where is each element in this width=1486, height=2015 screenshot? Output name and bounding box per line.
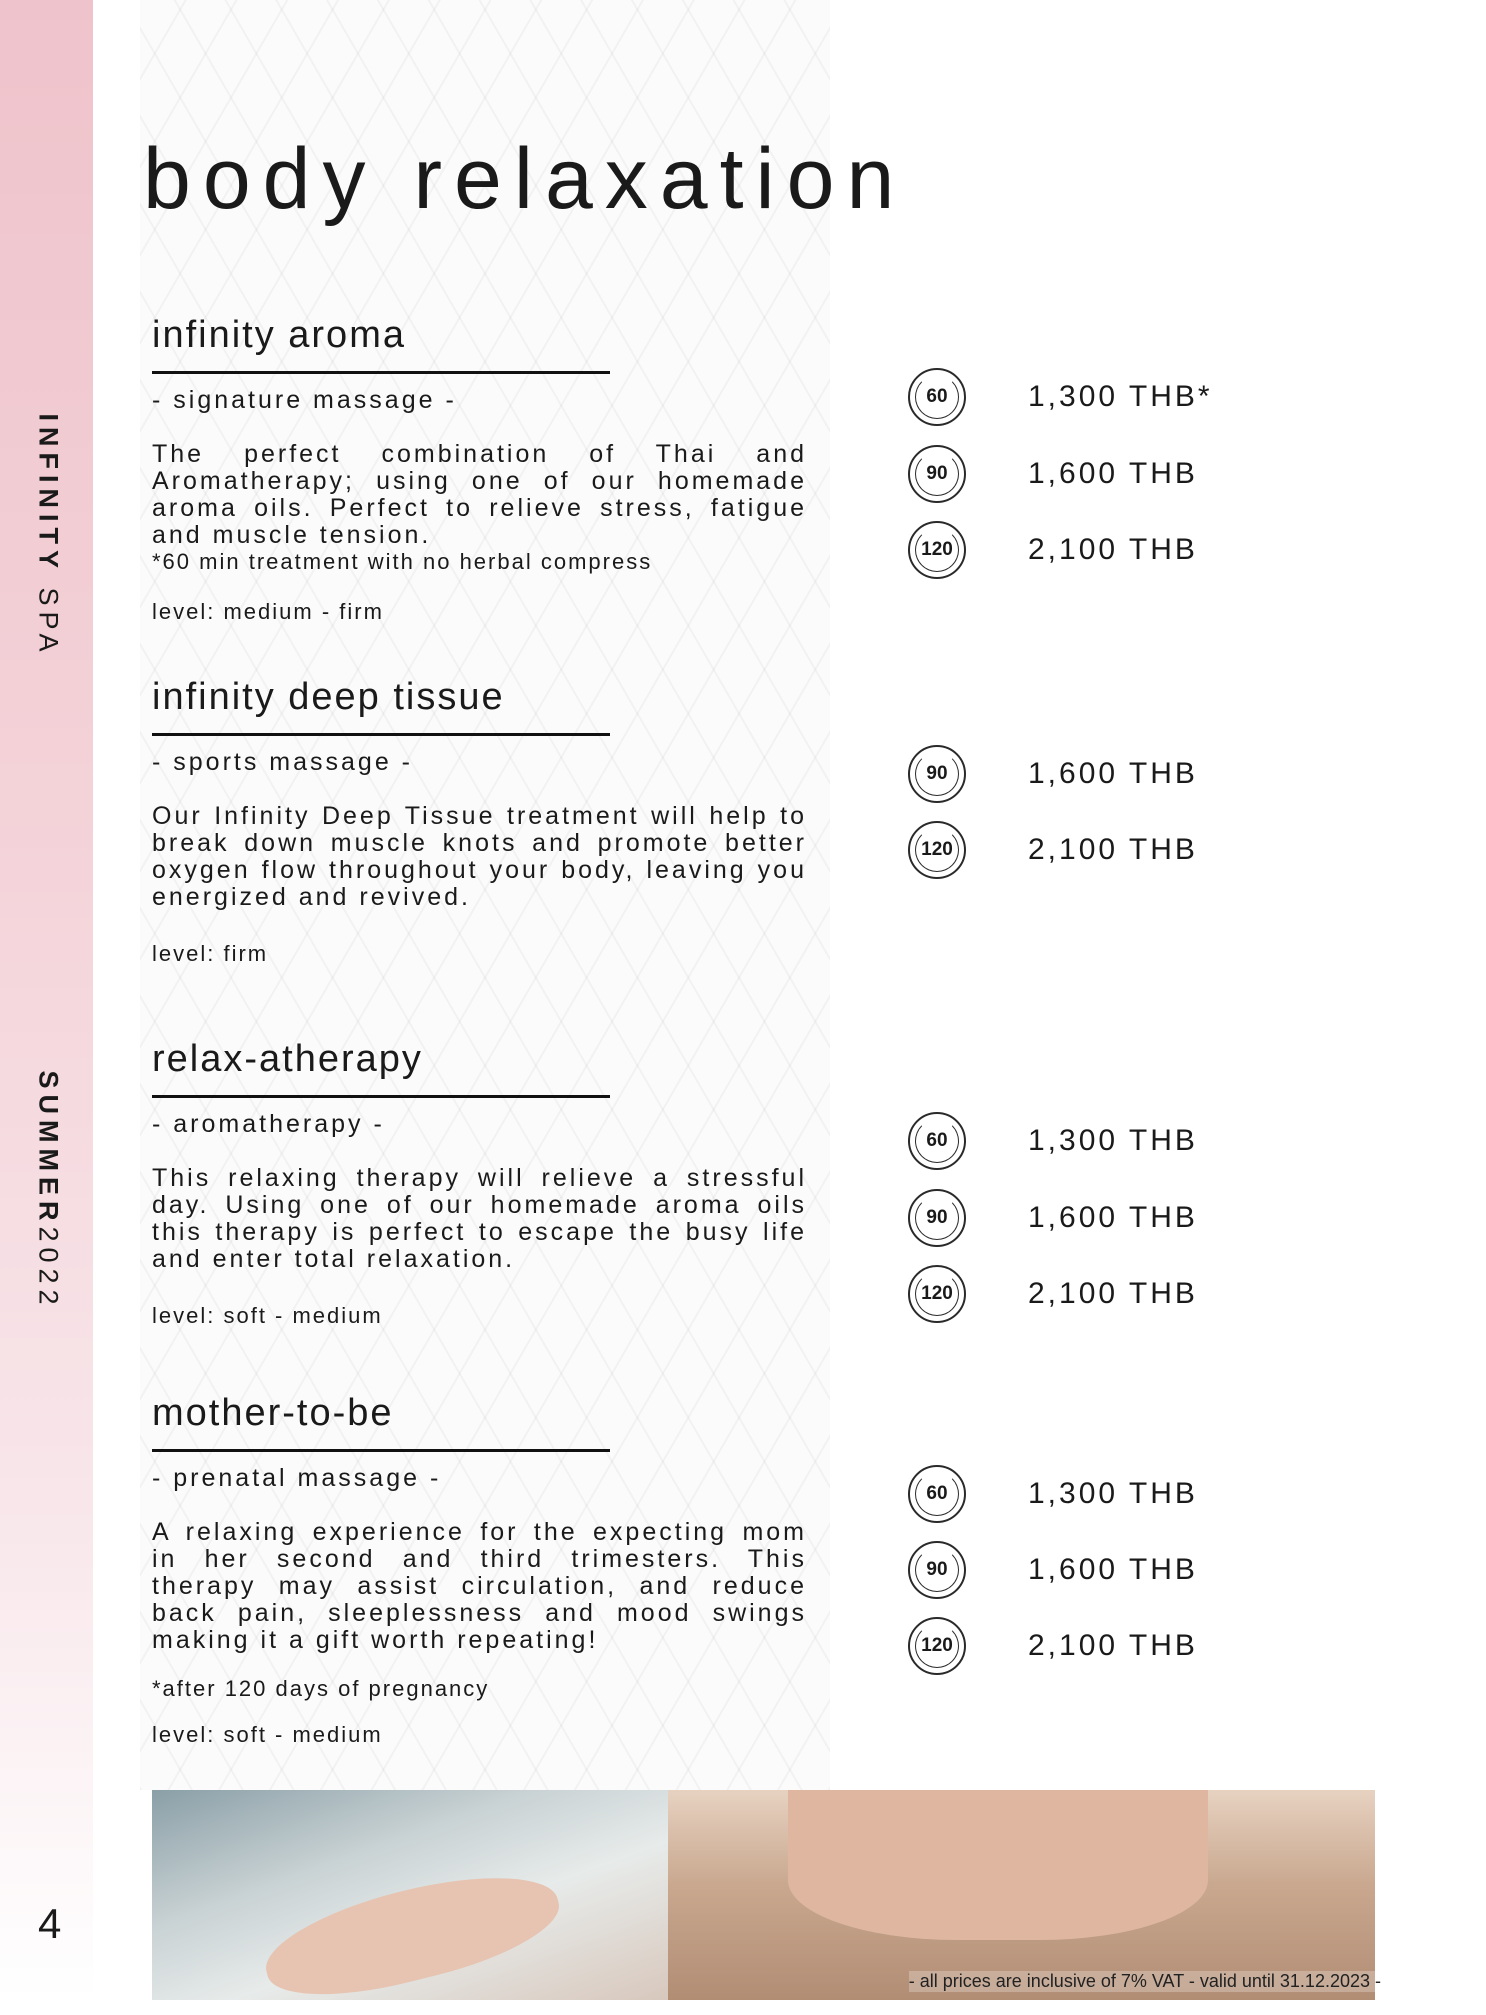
service-subtitle: - sports massage - <box>152 748 414 776</box>
photo-oil-hand <box>152 1790 668 2000</box>
stopwatch-icon: 60 <box>908 368 966 426</box>
service-level: level: medium - firm <box>152 599 384 624</box>
service-infinity-aroma <box>152 314 807 625</box>
service-description: This relaxing therapy will relieve a stressful day. Using one of our homemade aroma oils this therapy is perfect to escape the busy life and enter total relaxation. <box>152 1164 807 1273</box>
price-row <box>908 818 1198 882</box>
page-number: 4 <box>38 1900 62 1947</box>
service-mother-to-be <box>152 1392 807 1748</box>
divider <box>152 1095 610 1098</box>
stopwatch-icon: 120 <box>908 521 966 579</box>
price-value: 2,100 THB <box>1028 1277 1198 1310</box>
hand-illustration <box>256 1855 569 2015</box>
service-title: infinity deep tissue <box>152 676 505 718</box>
stopwatch-icon: 90 <box>908 445 966 503</box>
price-row <box>908 1538 1198 1602</box>
stopwatch-icon: 60 <box>908 1465 966 1523</box>
price-value: 1,600 THB <box>1028 1201 1198 1234</box>
price-row <box>908 1614 1198 1678</box>
stopwatch-icon: 90 <box>908 745 966 803</box>
divider <box>152 371 610 374</box>
service-subtitle: - prenatal massage - <box>152 1464 442 1492</box>
service-subtitle: - signature massage - <box>152 386 457 414</box>
divider <box>152 733 610 736</box>
brand-vertical-label: INFINITY SPA <box>33 413 64 658</box>
service-title: infinity aroma <box>152 314 406 356</box>
price-value: 1,600 THB <box>1028 457 1198 490</box>
service-description: Our Infinity Deep Tissue treatment will help to break down muscle knots and promote better oxygen flow throughout your body, leaving you energized and revived. <box>152 802 807 911</box>
price-row <box>908 1462 1198 1526</box>
page-title: body relaxation <box>143 131 907 227</box>
service-subtitle: - aromatherapy - <box>152 1110 385 1138</box>
price-value: 2,100 THB <box>1028 833 1198 866</box>
vat-footnote: - all prices are inclusive of 7% VAT - valid until 31.12.2023 - <box>908 1971 1381 1991</box>
sidebar <box>0 0 93 2000</box>
hands-illustration <box>788 1790 1208 1940</box>
stopwatch-icon: 90 <box>908 1541 966 1599</box>
stopwatch-icon: 120 <box>908 1265 966 1323</box>
service-description: The perfect combination of Thai and Aromatherapy; using one of our homemade aroma oils. Perfect to relieve stress, fatigue and muscle tension. <box>152 440 807 549</box>
price-row <box>908 742 1198 806</box>
price-row <box>908 1262 1198 1326</box>
service-level: level: soft - medium <box>152 1303 383 1328</box>
service-level: level: soft - medium <box>152 1722 383 1747</box>
service-relax-atherapy <box>152 1038 807 1329</box>
price-row <box>908 518 1198 582</box>
price-row <box>908 1186 1198 1250</box>
price-row <box>908 442 1198 506</box>
price-value: 1,300 THB <box>1028 1124 1198 1157</box>
service-level: level: firm <box>152 941 269 966</box>
price-value: 1,600 THB <box>1028 1553 1198 1586</box>
price-row <box>908 1109 1198 1173</box>
season-vertical-label: SUMMER2022 <box>33 1070 64 1311</box>
divider <box>152 1449 610 1452</box>
price-value: 1,600 THB <box>1028 757 1198 790</box>
photo-massage-back <box>668 1790 1375 2000</box>
service-title: mother-to-be <box>152 1392 394 1434</box>
price-value: 2,100 THB <box>1028 533 1198 566</box>
stopwatch-icon: 120 <box>908 1617 966 1675</box>
price-value: 1,300 THB* <box>1028 380 1213 413</box>
service-infinity-deep-tissue <box>152 676 807 967</box>
service-note: *60 min treatment with no herbal compress <box>152 549 653 574</box>
stopwatch-icon: 60 <box>908 1112 966 1170</box>
stopwatch-icon: 120 <box>908 821 966 879</box>
price-value: 1,300 THB <box>1028 1477 1198 1510</box>
service-note: *after 120 days of pregnancy <box>152 1676 490 1701</box>
price-row <box>908 365 1213 429</box>
service-title: relax-atherapy <box>152 1038 423 1080</box>
stopwatch-icon: 90 <box>908 1189 966 1247</box>
price-value: 2,100 THB <box>1028 1629 1198 1662</box>
service-description: A relaxing experience for the expecting mom in her second and third trimesters. This therapy may assist circulation, and reduce back pain, sleeplessness and mood swings making it a gift worth repeating! <box>152 1518 807 1654</box>
